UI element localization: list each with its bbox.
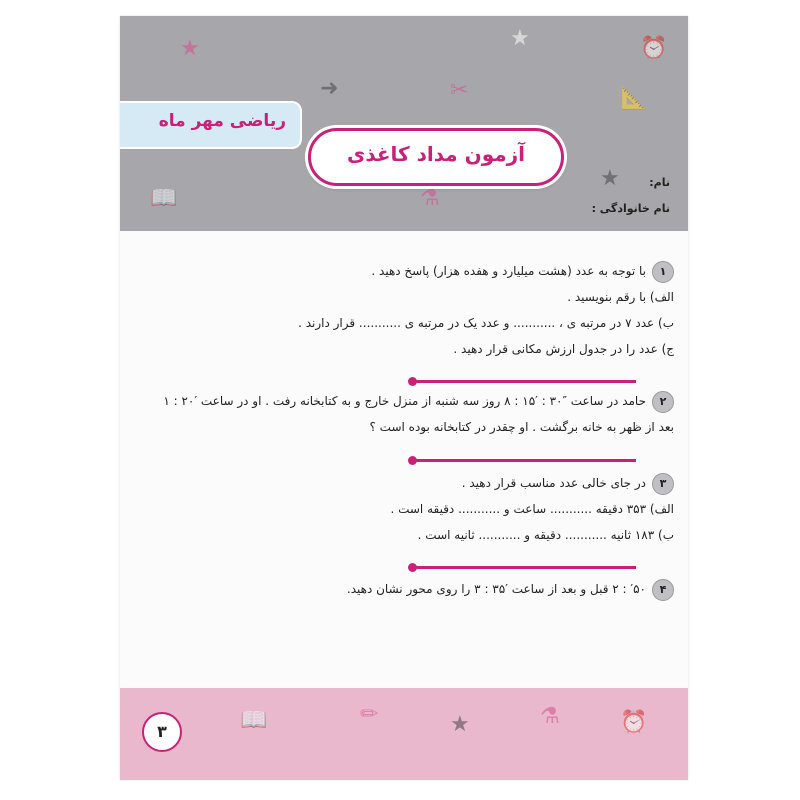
question-line: ب) عدد ۷ در مرتبه ی ، ........... و عدد یک در مرتبه ی ........... قرار دارند . xyxy=(298,316,674,330)
subject-title: ریاضی مهر ماه xyxy=(158,111,286,131)
question-line: ب) ۱۸۳ ثانیه ........... دقیقه و ........... ثانیه است . xyxy=(417,528,674,542)
question-line: ج) عدد را در جدول ارزش مکانی قرار دهید . xyxy=(453,342,674,356)
exam-title: آزمون مداد کاغذی xyxy=(346,142,526,166)
question-number: ۲ xyxy=(652,391,674,413)
book-doodle-icon: 📖 xyxy=(150,186,178,211)
question-text: حامد در ساعت ″۳۰ : ′۱۵ : ۸ روز سه شنبه از منزل خارج و به کتابخانه رفت . او در ساعت ′۲۰ : ۱ xyxy=(163,394,646,408)
pencil-doodle-icon: ✏ xyxy=(360,702,379,727)
question-divider xyxy=(412,566,636,569)
question-line: الف) ۳۵۳ دقیقه ........... ساعت و ........... دقیقه است . xyxy=(390,502,674,516)
question-divider xyxy=(412,459,636,462)
question-text: ′۵۰ : ۲ قبل و بعد از ساعت ′۳۵ : ۳ را روی محور نشان دهید. xyxy=(346,582,646,596)
scissors-doodle-icon: ✂ xyxy=(450,78,469,103)
question-number: ۱ xyxy=(652,261,674,283)
subject-band xyxy=(120,101,302,149)
page-number: ۳ xyxy=(142,712,182,752)
star-doodle-icon: ★ xyxy=(180,36,200,61)
ruler-doodle-icon: 📐 xyxy=(620,86,648,111)
star-doodle-icon: ★ xyxy=(510,26,530,51)
name-label: نام: xyxy=(649,176,670,189)
question-number: ۳ xyxy=(652,473,674,495)
question-1 xyxy=(154,258,674,362)
question-line: الف) با رقم بنویسید . xyxy=(567,290,674,304)
family-name-label: نام خانوادگی : xyxy=(591,202,670,215)
star-doodle-icon: ★ xyxy=(600,166,620,191)
arrow-doodle-icon: ➜ xyxy=(320,76,339,101)
flask-doodle-icon: ⚗ xyxy=(420,186,440,211)
worksheet-page xyxy=(120,16,688,780)
question-2 xyxy=(154,388,674,440)
question-number: ۴ xyxy=(652,579,674,601)
footer-banner xyxy=(120,688,688,780)
question-4 xyxy=(154,576,674,602)
flask-doodle-icon: ⚗ xyxy=(540,704,560,729)
book-doodle-icon: 📖 xyxy=(240,708,268,733)
star-doodle-icon: ★ xyxy=(450,712,470,737)
clock-doodle-icon: ⏰ xyxy=(620,710,648,735)
question-line: بعد از ظهر به خانه برگشت . او چقدر در کتابخانه بوده است ؟ xyxy=(369,420,674,434)
question-divider xyxy=(412,380,636,383)
exam-title-banner xyxy=(308,128,564,186)
question-text: در جای خالی عدد مناسب قرار دهید . xyxy=(461,476,646,490)
clock-doodle-icon: ⏰ xyxy=(640,36,668,61)
question-text: با توجه به عدد (هشت میلیارد و هفده هزار) پاسخ دهید . xyxy=(371,264,646,278)
header-banner xyxy=(120,16,688,231)
question-3 xyxy=(154,470,674,548)
